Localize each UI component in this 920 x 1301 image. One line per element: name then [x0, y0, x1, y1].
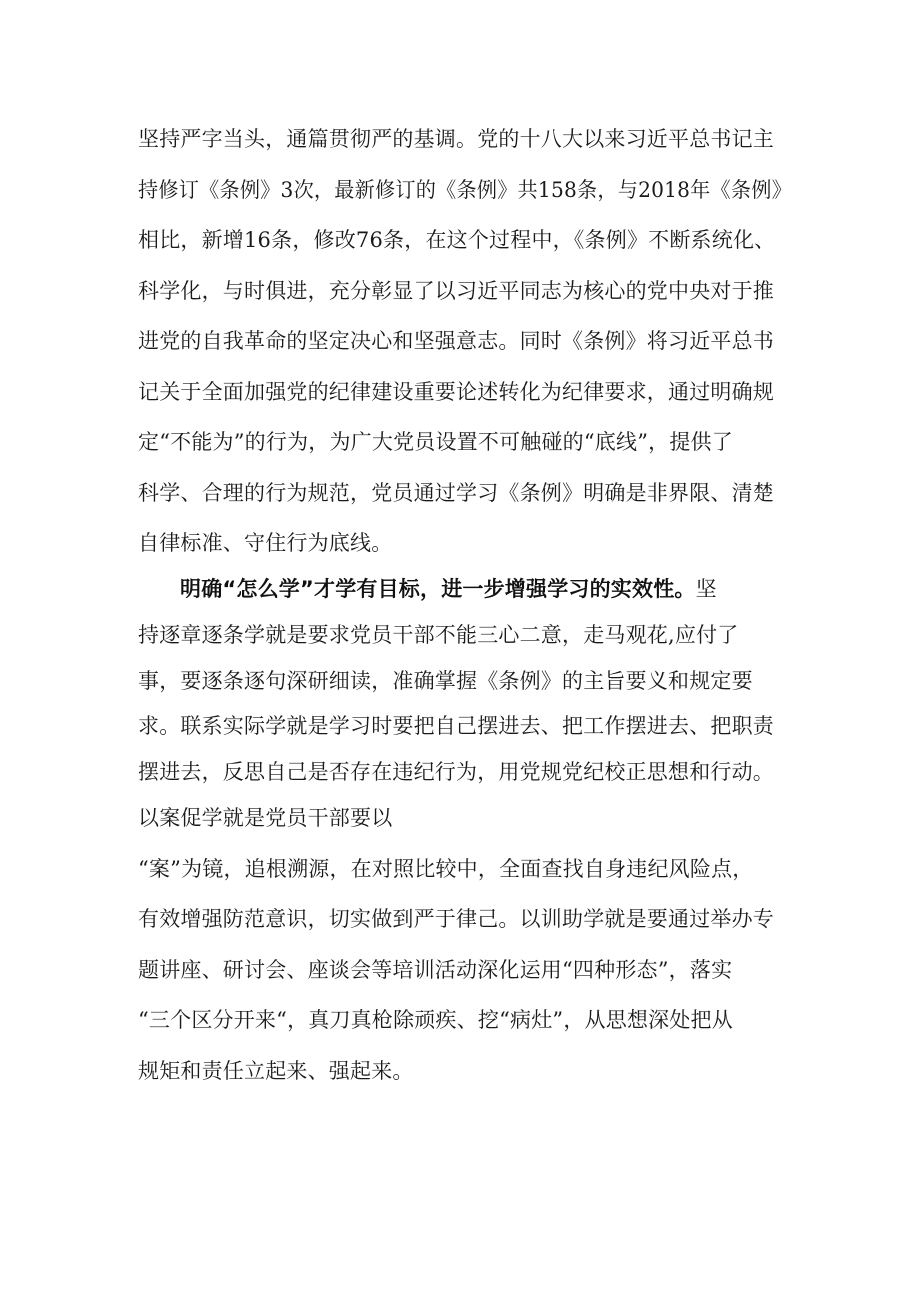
paragraph-2-line: 规矩和责任立起来、强起来。 — [138, 1059, 414, 1083]
paragraph-1-line: 自律标准、守住行为底线。 — [138, 531, 393, 555]
paragraph-2-line: “三个区分开来“，真刀真枪除顽疾、挖“病灶”，从思想深处把从 — [138, 1008, 733, 1032]
paragraph-2-line: 持逐章逐条学就是要求党员干部不能三心二意，走马观花,应付了 — [138, 623, 739, 647]
paragraph-1-line: 记关于全面加强党的纪律建设重要论述转化为纪律要求，通过明确规 — [138, 380, 774, 404]
paragraph-1-line: 坚持严字当头，通篇贯彻严的基调。党的十八大以来习近平总书记主 — [138, 127, 774, 151]
paragraph-1-line: 科学化，与时俱进，充分彰显了以习近平同志为核心的党中央对于推 — [138, 279, 774, 303]
paragraph-2-lead-line — [180, 574, 717, 604]
paragraph-2-line: 题讲座、研讨会、座谈会等培训活动深化运用“四种形态”，落实 — [138, 958, 733, 982]
paragraph-2-line: 摆进去，反思自己是否存在违纪行为，用党规党纪校正思想和行动。 — [138, 760, 774, 784]
paragraph-1-line: 进党的自我革命的坚定决心和坚强意志。同时《条例》将习近平总书 — [138, 329, 774, 353]
paragraph-2-line: 以案促学就是党员干部要以 — [138, 806, 393, 830]
paragraph-1-line: 持修订《条例》3次，最新修订的《条例》共158条，与2018年《条例》 — [138, 178, 792, 202]
paragraph-2-line: “案”为镜，追根溯源，在对照比较中，全面查找自身违纪风险点， — [138, 857, 754, 881]
paragraph-1-line: 科学、合理的行为规范，党员通过学习《条例》明确是非界限、清楚 — [138, 481, 774, 505]
paragraph-2-bold-heading: 明确“怎么学”才学有目标，进一步增强学习的实效性。 — [180, 577, 696, 601]
paragraph-2-lead-continuation: 坚 — [695, 577, 717, 601]
paragraph-2-line: 事，要逐条逐句深研细读，准确掌握《条例》的主旨要义和规定要 — [138, 669, 753, 693]
paragraph-1-line: 定“不能为”的行为，为广大党员设置不可触碰的“底线”，提供了 — [138, 430, 733, 454]
paragraph-2-line: 有效增强防范意识，切实做到严于律己。以训助学就是要通过举办专 — [138, 907, 774, 931]
paragraph-1-line: 相比，新增16条，修改76条，在这个过程中，《条例》不断系统化、 — [138, 228, 776, 252]
paragraph-2-line: 求。联系实际学就是学习时要把自己摆进去、把工作摆进去、把职责 — [138, 714, 774, 738]
